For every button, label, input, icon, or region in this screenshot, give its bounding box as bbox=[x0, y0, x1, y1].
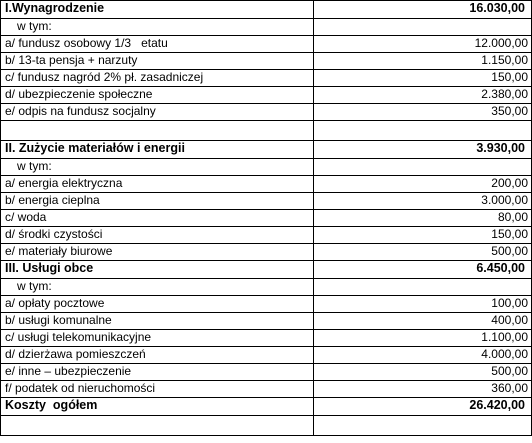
item-label: e/ materiały biurowe bbox=[1, 244, 314, 261]
item-label: a/ energia elektryczna bbox=[1, 176, 314, 193]
table-row bbox=[1, 227, 532, 244]
item-label: e/ inne – ubezpieczenie bbox=[1, 364, 314, 381]
table-row bbox=[1, 244, 532, 261]
item-value: 3.000,00 bbox=[314, 193, 532, 210]
table-row bbox=[1, 70, 532, 87]
table-row bbox=[1, 104, 532, 121]
section-total: 3.930,00 bbox=[314, 141, 532, 159]
empty-cell bbox=[314, 159, 532, 176]
subheading-row bbox=[1, 279, 532, 296]
item-value: 4.000,00 bbox=[314, 347, 532, 364]
item-value: 360,00 bbox=[314, 381, 532, 398]
item-label: b/ usługi komunalne bbox=[1, 313, 314, 330]
table-row bbox=[1, 381, 532, 398]
item-label: e/ odpis na fundusz socjalny bbox=[1, 104, 314, 121]
item-label: c/ woda bbox=[1, 210, 314, 227]
item-label: c/ fundusz nagród 2% pł. zasadniczej bbox=[1, 70, 314, 87]
table-row bbox=[1, 176, 532, 193]
item-value: 400,00 bbox=[314, 313, 532, 330]
subheading-row bbox=[1, 19, 532, 36]
subheading-row bbox=[1, 159, 532, 176]
item-label: b/ 13-ta pensja + narzuty bbox=[1, 53, 314, 70]
section-total: 6.450,00 bbox=[314, 261, 532, 279]
item-value: 100,00 bbox=[314, 296, 532, 313]
item-label: d/ ubezpieczenie społeczne bbox=[1, 87, 314, 104]
table-row bbox=[1, 193, 532, 210]
item-value: 12.000,00 bbox=[314, 36, 532, 53]
item-value: 1.100,00 bbox=[314, 330, 532, 347]
item-label: a/ fundusz osobowy 1/3 etatu bbox=[1, 36, 314, 53]
item-label: d/ środki czystości bbox=[1, 227, 314, 244]
table-row bbox=[1, 87, 532, 104]
empty-cell bbox=[314, 19, 532, 36]
item-value: 150,00 bbox=[314, 70, 532, 87]
subheading-label: w tym: bbox=[1, 19, 314, 36]
subheading-label: w tym: bbox=[1, 279, 314, 296]
item-label: b/ energia cieplna bbox=[1, 193, 314, 210]
empty-cell bbox=[314, 121, 532, 141]
item-value: 500,00 bbox=[314, 244, 532, 261]
table-row bbox=[1, 330, 532, 347]
grand-total-label: Koszty ogółem bbox=[1, 398, 314, 416]
item-value: 150,00 bbox=[314, 227, 532, 244]
spacer-row bbox=[1, 121, 532, 141]
section-title: II. Zużycie materiałów i energii bbox=[1, 141, 314, 159]
section-row bbox=[1, 1, 532, 19]
table-row bbox=[1, 313, 532, 330]
empty-cell bbox=[314, 279, 532, 296]
grand-total-row bbox=[1, 398, 532, 416]
empty-cell bbox=[314, 416, 532, 436]
section-title: III. Usługi obce bbox=[1, 261, 314, 279]
item-label: c/ usługi telekomunikacyjne bbox=[1, 330, 314, 347]
item-label: a/ opłaty pocztowe bbox=[1, 296, 314, 313]
grand-total-value: 26.420,00 bbox=[314, 398, 532, 416]
table-row bbox=[1, 36, 532, 53]
table-row bbox=[1, 210, 532, 227]
subheading-label: w tym: bbox=[1, 159, 314, 176]
table-row bbox=[1, 364, 532, 381]
item-value: 350,00 bbox=[314, 104, 532, 121]
item-label: d/ dzierżawa pomieszczeń bbox=[1, 347, 314, 364]
item-label: f/ podatek od nieruchomości bbox=[1, 381, 314, 398]
section-row bbox=[1, 261, 532, 279]
section-title: I.Wynagrodzenie bbox=[1, 1, 314, 19]
item-value: 200,00 bbox=[314, 176, 532, 193]
spacer-row bbox=[1, 416, 532, 436]
table-row bbox=[1, 296, 532, 313]
item-value: 80,00 bbox=[314, 210, 532, 227]
item-value: 1.150,00 bbox=[314, 53, 532, 70]
empty-cell bbox=[1, 416, 314, 436]
item-value: 2.380,00 bbox=[314, 87, 532, 104]
table-row bbox=[1, 347, 532, 364]
table-row bbox=[1, 53, 532, 70]
section-row bbox=[1, 141, 532, 159]
section-total: 16.030,00 bbox=[314, 1, 532, 19]
empty-cell bbox=[1, 121, 314, 141]
item-value: 500,00 bbox=[314, 364, 532, 381]
